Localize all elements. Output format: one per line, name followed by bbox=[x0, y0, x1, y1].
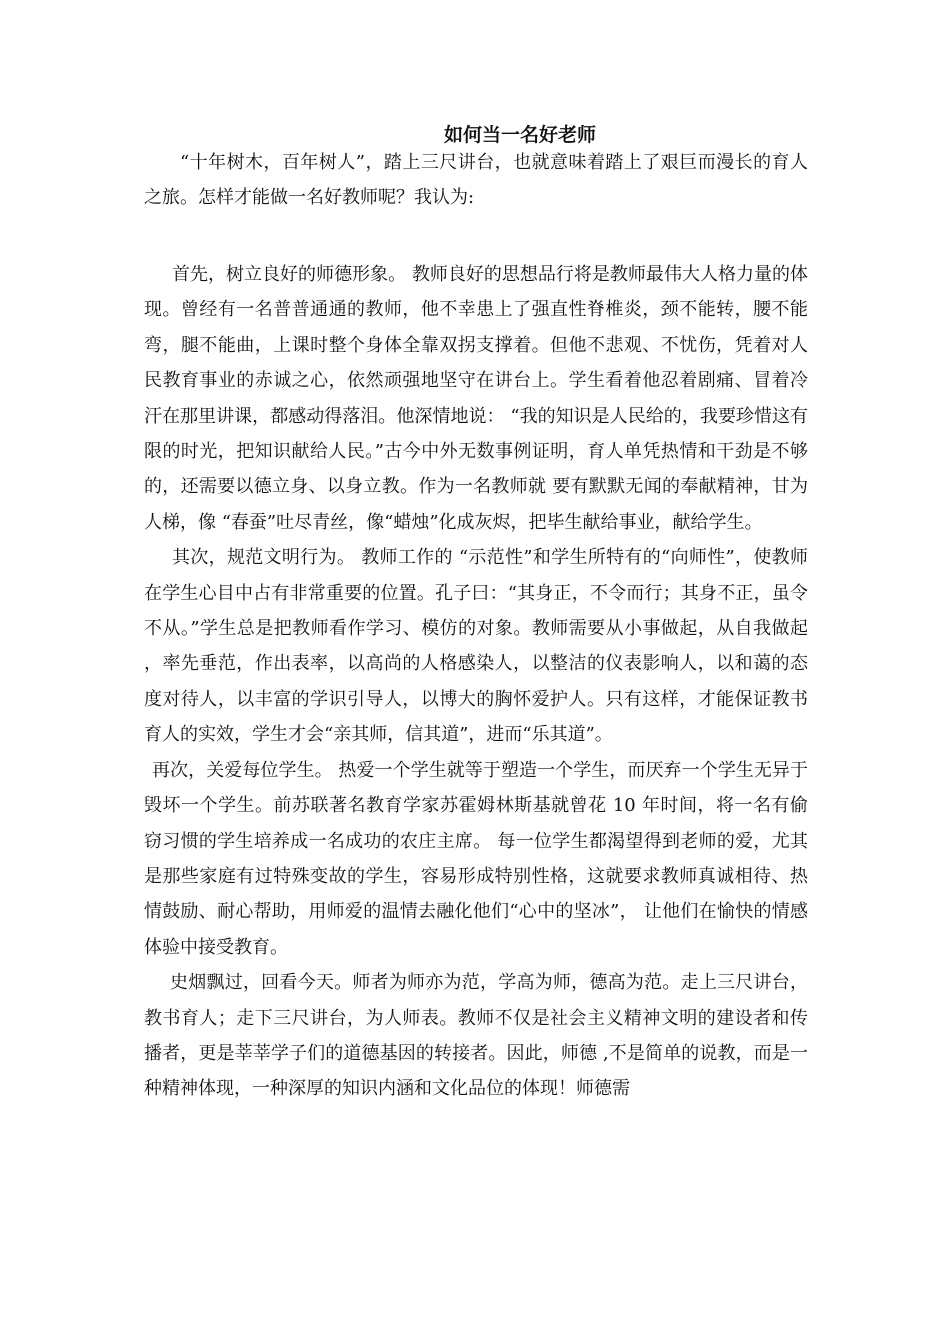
body-sections bbox=[144, 257, 808, 1107]
paragraph-civil-behavior: 其次，规范文明行为。 教师工作的 “示范性”和学生所特有的“向师性”，使教师在学生心目中占有非常重要的位置。孔子曰：“其身正，不令而行；其身不正，虽令不从。”学生总是把教师看作学习、模仿的对象。教师需要从小事做起，从自我做起，率先垂范，作出表率，以高尚的人格感染人，以整洁的仪表影响人，以和蔼的态度对待人，以丰富的学识引导人，以博大的胸怀爱护人。只有这样，才能保证教书育人的实效，学生才会“亲其师，信其道”，进而“乐其道”。 bbox=[144, 547, 808, 746]
paragraph-care-students: 再次，关爱每位学生。 热爱一个学生就等于塑造一个学生，而厌弃一个学生无异于毁坏一个学生。前苏联著名教育学家苏霍姆林斯基就曾花 10 年时间，将一名有偷窃习惯的学生培养成一名成功的农庄主席。 每一位学生都渴望得到老师的爱，尤其是那些家庭有过特殊变故的学生，容易形成特别性格，这就要求教师真诚相待、热情鼓励、耐心帮助，用师爱的温情去融化他们“心中的坚冰”， 让他们在愉快的情感体验中接受教育。 bbox=[144, 759, 808, 958]
paragraph-today: 史烟飘过，回看今天。师者为师亦为范，学高为师，德高为范。走上三尺讲台，教书育人；走下三尺讲台，为人师表。教师不仅是社会主义精神文明的建设者和传播者，更是莘莘学子们的道德基因的转接者。因此，师德 ,不是简单的说教，而是一种精神体现，一种深厚的知识内涵和文化品位的体现！师德需 bbox=[144, 972, 808, 1100]
paragraph-moral-image: 首先，树立良好的师德形象。 教师良好的思想品行将是教师最伟大人格力量的体现。曾经有一名普普通通的教师，他不幸患上了强直性脊椎炎，颈不能转，腰不能弯，腿不能曲，上课时整个身体全靠双拐支撑着。但他不悲观、不忧伤，凭着对人民教育事业的赤诚之心，依然顽强地坚守在讲台上。学生看着他忍着剧痛、冒着冷汗在那里讲课，都感动得落泪。他深情地说： “我的知识是人民给的，我要珍惜这有限的时光，把知识献给人民。”古今中外无数事例证明，育人单凭热情和干劲是不够的，还需要以德立身、以身立教。作为一名教师就 要有默默无闻的奉献精神，甘为人梯，像 “春蚕”吐尽青丝，像“蜡烛”化成灰烬，把毕生献给事业，献给学生。 bbox=[144, 264, 808, 533]
document-title: 如何当一名好老师 bbox=[443, 124, 596, 146]
intro-block bbox=[144, 145, 808, 216]
intro-paragraph: “十年树木，百年树人”，踏上三尺讲台，也就意味着踏上了艰巨而漫长的育人之旅。怎样才能做一名好教师呢？我认为: bbox=[144, 152, 808, 209]
